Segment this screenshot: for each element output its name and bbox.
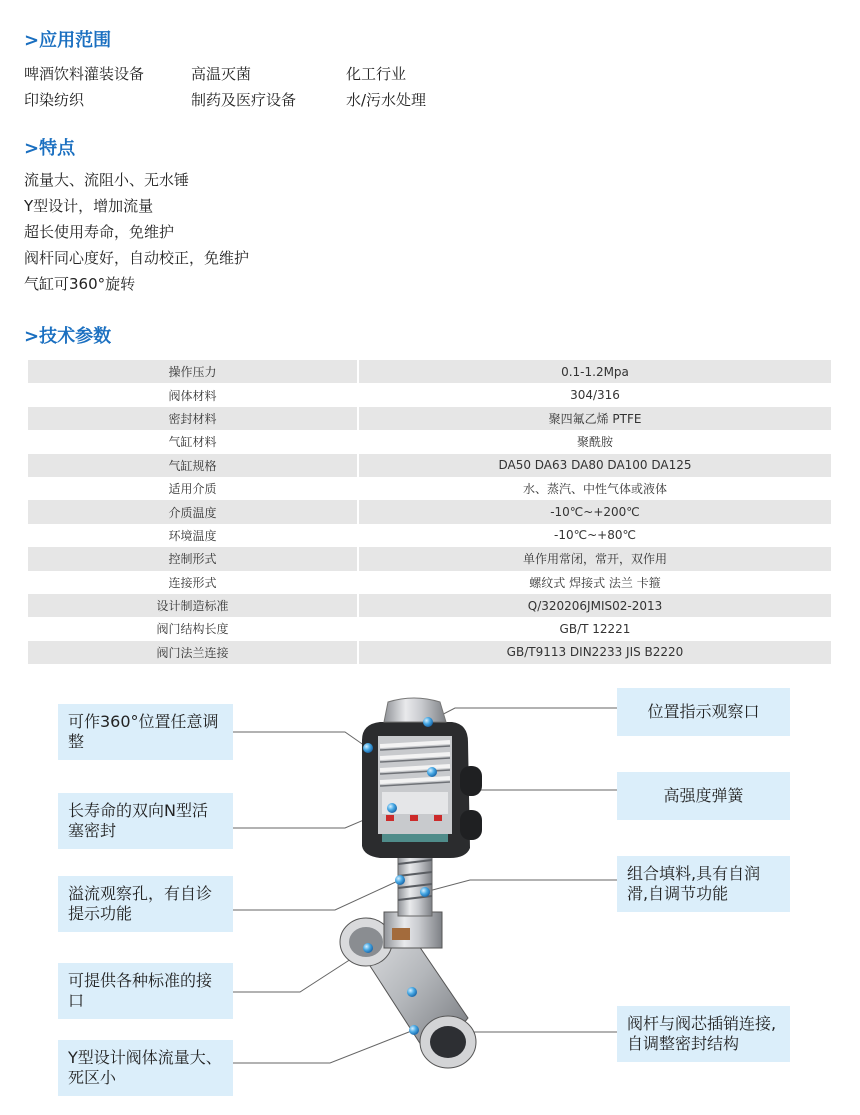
spec-value: -10℃~+80℃	[358, 524, 831, 547]
table-row	[28, 571, 831, 594]
table-row	[28, 477, 831, 500]
spec-value: 聚四氟乙烯 PTFE	[358, 407, 831, 430]
spec-label: 操作压力	[28, 360, 358, 383]
spec-label: 阀体材料	[28, 383, 358, 406]
spec-value: 水、蒸汽、中性气体或液体	[358, 477, 831, 500]
callout-rotation: 可作360°位置任意调整	[58, 704, 233, 760]
application-title: >应用范围	[24, 30, 112, 51]
callout-standard-interface: 可提供各种标准的接口	[58, 963, 233, 1019]
valve-body	[340, 840, 476, 1068]
table-row	[28, 454, 831, 477]
spec-value: 聚酰胺	[358, 430, 831, 453]
feature-item: 阀杆同心度好，自动校正，免维护	[24, 249, 250, 267]
spec-label: 环境温度	[28, 524, 358, 547]
spec-value: GB/T 12221	[358, 617, 831, 640]
spec-value: -10℃~+200℃	[358, 500, 831, 523]
table-row	[28, 617, 831, 640]
callout-stem-pin: 阀杆与阀芯插销连接,自调整密封结构	[617, 1006, 790, 1062]
spec-label: 控制形式	[28, 547, 358, 570]
spec-label: 连接形式	[28, 571, 358, 594]
feature-item: 超长使用寿命，免维护	[24, 223, 175, 241]
table-row	[28, 594, 831, 617]
spec-value: 螺纹式 焊接式 法兰 卡箍	[358, 571, 831, 594]
table-row	[28, 641, 831, 664]
spec-label: 适用介质	[28, 477, 358, 500]
table-row	[28, 547, 831, 570]
spec-label: 气缸材料	[28, 430, 358, 453]
feature-item: 气缸可360°旋转	[24, 275, 136, 293]
spec-label: 阀门法兰连接	[28, 641, 358, 664]
spec-label: 介质温度	[28, 500, 358, 523]
table-row	[28, 430, 831, 453]
table-row	[28, 407, 831, 430]
features-title: >特点	[24, 138, 76, 159]
actuator-housing	[362, 698, 482, 858]
features-list	[24, 169, 249, 299]
feature-item: 流量大、流阻小、无水锤	[24, 171, 190, 189]
specs-title: >技术参数	[24, 326, 112, 347]
spec-value: Q/320206JMIS02-2013	[358, 594, 831, 617]
callout-y-body: Y型设计阀体流量大、死区小	[58, 1040, 233, 1096]
callout-overflow-hole: 溢流观察孔，有自诊提示功能	[58, 876, 233, 932]
application-item: 水/污水处理	[346, 91, 427, 109]
spec-label: 阀门结构长度	[28, 617, 358, 640]
spec-table	[28, 360, 831, 664]
callout-indicator-window: 位置指示观察口	[617, 688, 790, 736]
table-row	[28, 500, 831, 523]
spec-label: 设计制造标准	[28, 594, 358, 617]
spec-label: 密封材料	[28, 407, 358, 430]
spec-value: 0.1-1.2Mpa	[358, 360, 831, 383]
application-item: 制药及医疗设备	[191, 91, 297, 109]
application-item: 高温灭菌	[191, 65, 252, 83]
spec-label: 气缸规格	[28, 454, 358, 477]
table-row	[28, 524, 831, 547]
callout-piston-seal: 长寿命的双向N型活塞密封	[58, 793, 233, 849]
table-row	[28, 383, 831, 406]
callout-packing: 组合填料,具有自润滑,自调节功能	[617, 856, 790, 912]
spec-value: 单作用常闭，常开，双作用	[358, 547, 831, 570]
feature-item: Y型设计，增加流量	[24, 197, 154, 215]
application-item: 啤酒饮料灌装设备	[24, 65, 145, 83]
application-item: 化工行业	[346, 65, 407, 83]
spec-value: 304/316	[358, 383, 831, 406]
table-row	[28, 360, 831, 383]
spec-value: DA50 DA63 DA80 DA100 DA125	[358, 454, 831, 477]
spec-value: GB/T9113 DIN2233 JIS B2220	[358, 641, 831, 664]
application-item: 印染纺织	[24, 91, 85, 109]
callout-spring: 高强度弹簧	[617, 772, 790, 820]
